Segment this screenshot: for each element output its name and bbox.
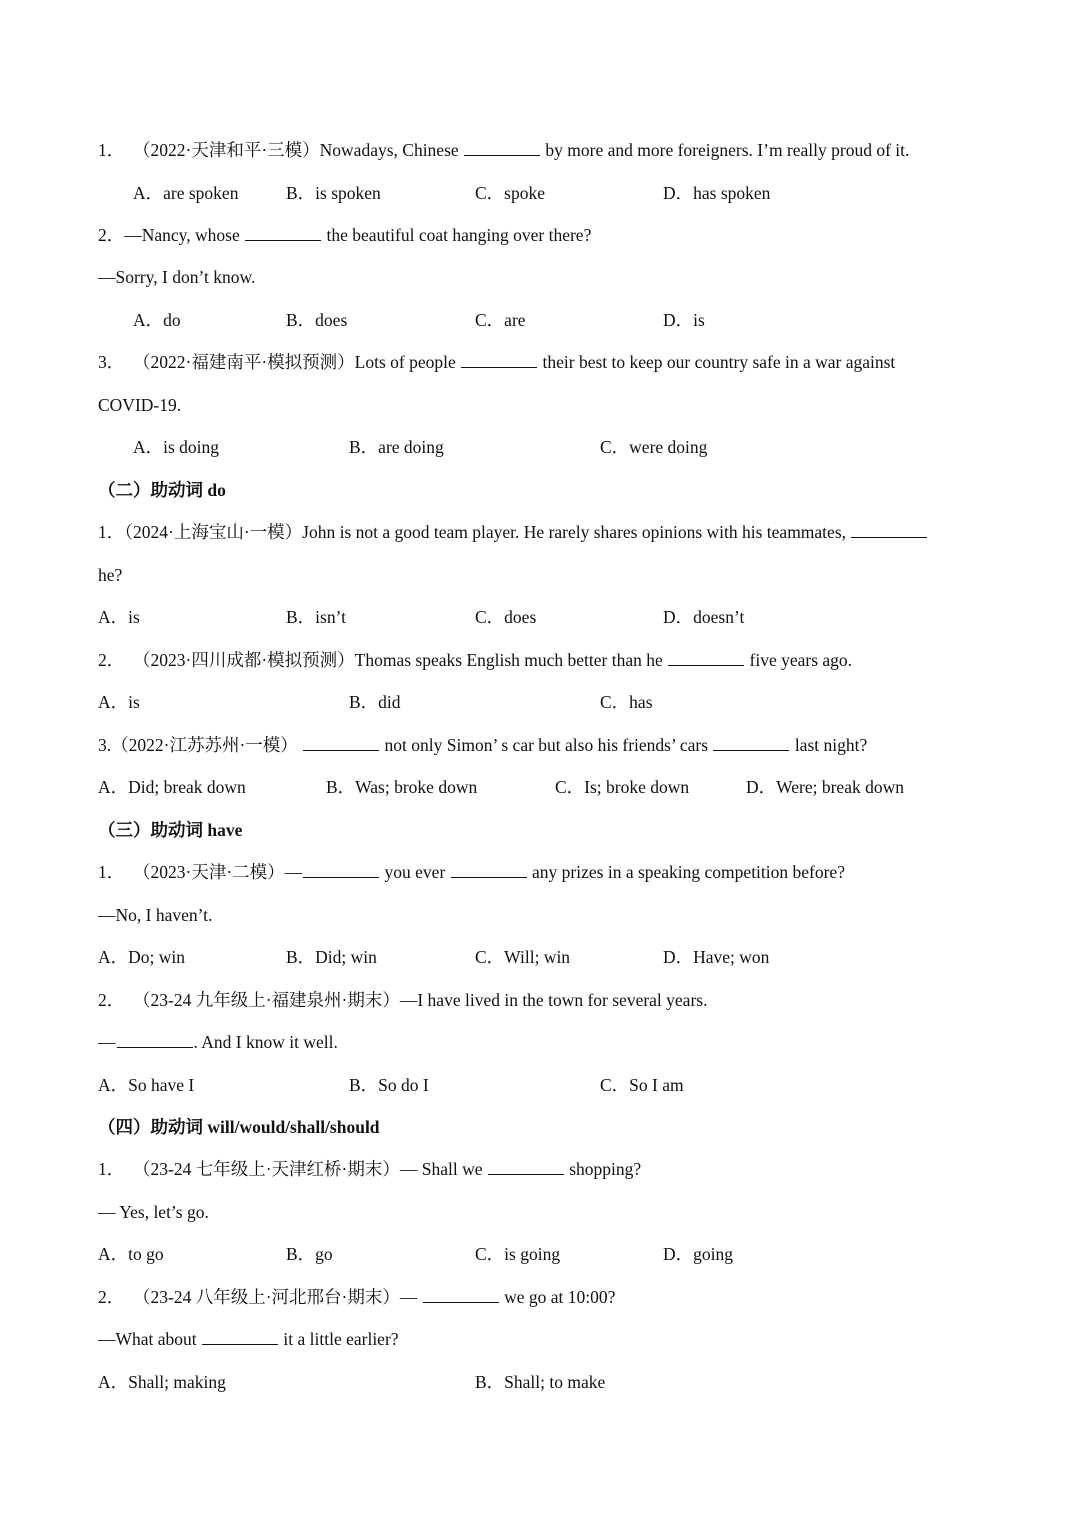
question-1-1: 1． （2022·天津和平·三模）Nowadays, Chinese by more and more foreigners. I’m really proud of it. (98, 140, 910, 160)
answer-blank[interactable] (668, 650, 744, 666)
option-b[interactable]: B．is spoken (286, 183, 381, 203)
answer-blank[interactable] (451, 862, 527, 878)
answer-blank[interactable] (303, 862, 379, 878)
answer-blank[interactable] (303, 735, 379, 751)
option-a[interactable]: A．is doing (133, 437, 220, 457)
answer-blank[interactable] (117, 1032, 193, 1048)
option-b[interactable]: B．Did; win (286, 947, 377, 967)
option-a[interactable]: A．do (133, 310, 181, 330)
section-title-will: （四）助动词 will/would/shall/should (98, 1117, 380, 1137)
question-1-2: 2．—Nancy, whose the beautiful coat hanging over there? (98, 225, 592, 245)
option-b[interactable]: B．Was; broke down (326, 777, 478, 797)
option-c[interactable]: C．has (600, 692, 653, 712)
option-c[interactable]: C．spoke (475, 183, 545, 203)
section-title-have: （三）助动词 have (98, 820, 243, 840)
question-4-1: 1． （23-24 七年级上·天津红桥·期末）— Shall we shopping? (98, 1159, 642, 1179)
question-1-3: 3． （2022·福建南平·模拟预测）Lots of people their best to keep our country safe in a war against (98, 352, 896, 372)
answer-blank[interactable] (202, 1329, 278, 1345)
answer-blank[interactable] (461, 352, 537, 368)
option-a[interactable]: A．So have I (98, 1075, 195, 1095)
option-a[interactable]: A．is (98, 692, 140, 712)
question-continuation: COVID-19. (98, 395, 182, 415)
reply-line: —No, I haven’t. (98, 905, 213, 925)
answer-blank[interactable] (423, 1287, 499, 1303)
section-title-do: （二）助动词 do (98, 480, 226, 500)
option-a[interactable]: A．is (98, 607, 140, 627)
option-c[interactable]: C．does (475, 607, 537, 627)
question-4-2: 2． （23-24 八年级上·河北邢台·期末）— we go at 10:00? (98, 1287, 616, 1307)
option-d[interactable]: D．going (663, 1244, 733, 1264)
question-2-1: 1．（2024·上海宝山·一模）John is not a good team player. He rarely shares opinions with his teammates, (98, 521, 928, 543)
question-3-2: 2． （23-24 九年级上·福建泉州·期末）—I have lived in the town for several years. (98, 990, 708, 1010)
question-continuation: he? (98, 565, 123, 585)
option-b[interactable]: B．go (286, 1244, 333, 1264)
option-b[interactable]: B．So do I (349, 1075, 429, 1095)
option-c[interactable]: C．were doing (600, 437, 708, 457)
answer-blank[interactable] (713, 735, 789, 751)
reply-line: — . And I know it well. (98, 1032, 338, 1052)
question-2-3: 3.（2022·江苏苏州·一模） not only Simon’ s car but also his friends’ cars last night? (98, 735, 868, 755)
question-2-2: 2． （2023·四川成都·模拟预测）Thomas speaks English much better than he five years ago. (98, 650, 853, 670)
answer-blank[interactable] (488, 1159, 564, 1175)
option-a[interactable]: A．Shall; making (98, 1372, 226, 1392)
option-b[interactable]: B．Shall; to make (475, 1372, 606, 1392)
option-d[interactable]: D．is (663, 310, 705, 330)
question-3-1: 1． （2023·天津·二模）— you ever any prizes in a speaking competition before? (98, 862, 845, 882)
reply-line: — Yes, let’s go. (98, 1202, 209, 1222)
reply-line: —What about it a little earlier? (98, 1329, 399, 1349)
option-a[interactable]: A．Did; break down (98, 777, 246, 797)
option-a[interactable]: A．to go (98, 1244, 164, 1264)
option-c[interactable]: C．So I am (600, 1075, 684, 1095)
option-c[interactable]: C．are (475, 310, 526, 330)
option-a[interactable]: A．are spoken (133, 183, 239, 203)
reply-line: —Sorry, I don’t know. (98, 267, 256, 287)
answer-blank[interactable] (464, 140, 540, 156)
option-d[interactable]: D．Have; won (663, 947, 770, 967)
answer-blank[interactable] (851, 522, 927, 538)
answer-blank[interactable] (245, 225, 321, 241)
option-b[interactable]: B．isn’t (286, 607, 346, 627)
option-a[interactable]: A．Do; win (98, 947, 186, 967)
option-c[interactable]: C．Is; broke down (555, 777, 690, 797)
option-d[interactable]: D．Were; break down (746, 777, 904, 797)
option-b[interactable]: B．are doing (349, 437, 444, 457)
option-b[interactable]: B．did (349, 692, 401, 712)
option-c[interactable]: C．is going (475, 1244, 561, 1264)
option-d[interactable]: D．has spoken (663, 183, 771, 203)
option-c[interactable]: C．Will; win (475, 947, 571, 967)
option-b[interactable]: B．does (286, 310, 348, 330)
option-d[interactable]: D．doesn’t (663, 607, 745, 627)
